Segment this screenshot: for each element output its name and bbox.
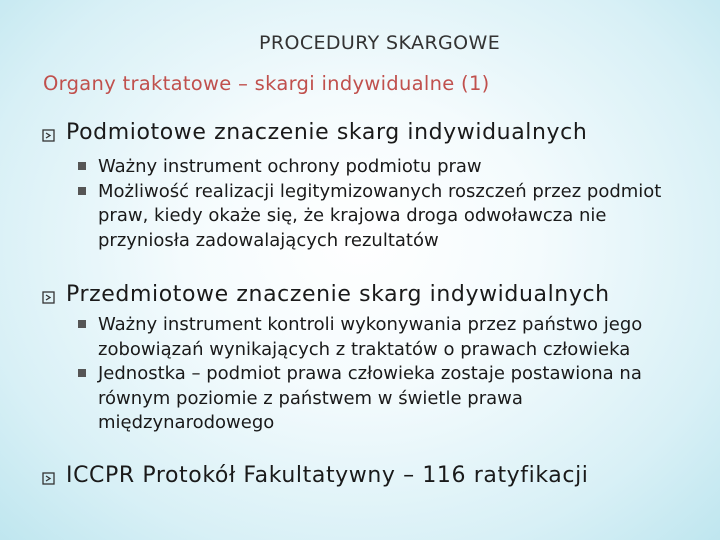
square-bullet-icon — [78, 369, 86, 377]
slide-title: PROCEDURY SKARGOWE — [259, 32, 501, 54]
square-bullet-icon — [78, 320, 86, 328]
square-bullet-icon — [78, 187, 86, 195]
slide-subtitle: Organy traktatowe – skargi indywidualne (1) — [43, 72, 490, 95]
section-heading-text: Podmiotowe znaczenie skarg indywidualnych — [66, 120, 588, 145]
section-heading-text: ICCPR Protokół Fakultatywny – 116 ratyfikacji — [66, 463, 589, 488]
list-item: Jednostka – podmiot prawa człowieka zostaje postawiona na równym poziomie z państwem w świetle prawa międzynarodowego — [78, 362, 698, 436]
list-item: Możliwość realizacji legitymizowanych roszczeń przez podmiot praw, kiedy okaże się, że krajowa droga odwoławcza nie przyniosła zadowalających rezultatów — [78, 180, 698, 254]
section-2-list — [78, 313, 698, 436]
section-heading-text: Przedmiotowe znaczenie skarg indywidualnych — [66, 282, 610, 307]
list-item: Ważny instrument ochrony podmiotu praw — [78, 155, 698, 180]
hollow-square-arrow-icon — [42, 291, 55, 304]
list-item: Ważny instrument kontroli wykonywania przez państwo jego zobowiązań wynikających z traktatów o prawach człowieka — [78, 313, 698, 362]
hollow-square-arrow-icon — [42, 129, 55, 142]
section-1-list — [78, 155, 698, 253]
square-bullet-icon — [78, 162, 86, 170]
hollow-square-arrow-icon — [42, 472, 55, 485]
